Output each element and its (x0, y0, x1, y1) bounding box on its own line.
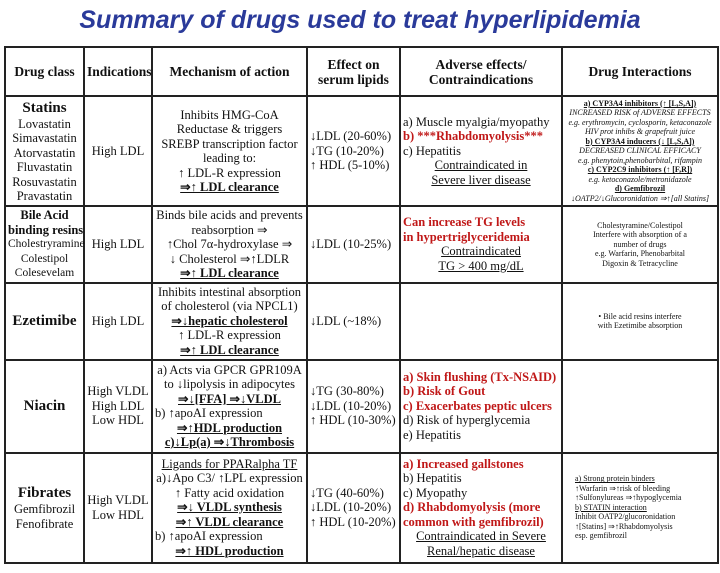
cell-line: Contraindicated in Severe (416, 529, 546, 544)
cell-line: Inhibits intestinal absorption (157, 284, 302, 299)
cell-line: ⇒↑ LDL clearance (180, 180, 279, 194)
cell-line: e) Hepatitis (403, 427, 461, 442)
cell-line: Cholestryramine (8, 238, 85, 250)
cell-adv (400, 360, 562, 453)
cell-line: Gemfibrozil (13, 502, 76, 516)
cell-line: e.g. erythromycin, cyclosporin, ketaconazole (568, 117, 712, 127)
cell-mech (152, 453, 307, 563)
cell-line: ↑ Fatty acid oxidation (174, 485, 285, 500)
cell-line: Renal/hepatic disease (427, 543, 535, 558)
cell-line: ⇒↑ LDL clearance (180, 342, 279, 357)
cell-adv (400, 206, 562, 283)
cell-line: c) Hepatitis (403, 143, 461, 158)
cell-line: ↓TG (10-20%) (310, 143, 384, 158)
cell-cls (5, 283, 84, 360)
cell-mech (152, 283, 307, 360)
cell-line: Can increase TG levels (403, 215, 526, 230)
cell-mech (152, 206, 307, 283)
cell-cls (5, 96, 84, 206)
cell-line: Cholestyramine/Colestipol (597, 220, 683, 230)
cell-line: number of drugs (613, 239, 667, 249)
table-row (5, 360, 718, 453)
cell-line: Colestipol (20, 252, 69, 265)
cell-line: c) Exacerbates peptic ulcers (403, 398, 552, 413)
cell-eff (307, 206, 400, 283)
cell-line: Interfere with absorption of a (593, 230, 687, 239)
cell-line: High LDL (91, 398, 145, 413)
cell-line: High LDL (91, 237, 145, 251)
cell-line: a)↓Apo C3/ ↑LPL expression (156, 471, 303, 486)
cell-line: b) Hepatitis (403, 471, 462, 486)
cell-line: ↓TG (30-80%) (310, 384, 384, 399)
cell-line: Contraindicated (441, 244, 521, 259)
cell-line: of cholesterol (via NPCL1) (161, 299, 298, 314)
cell-line: ↑[Statins] ⇒↑Rhabdomyolysis (575, 521, 673, 531)
cell-cls (5, 360, 84, 453)
cell-line: d) Gemfibrozil (614, 184, 666, 194)
cell-line: Statins (22, 99, 67, 116)
cell-line: a) CYP3A4 inhibitors (↑ [L,S,A]) (583, 98, 697, 108)
cell-line: Fluvastatin (16, 160, 73, 174)
cell-adv (400, 453, 562, 563)
cell-eff (307, 453, 400, 563)
cell-adv (400, 96, 562, 206)
cell-line: Binds bile acids and prevents (156, 208, 303, 222)
cell-line: ↓LDL (~18%) (310, 313, 382, 328)
cell-line: ↓LDL (20-60%) (310, 129, 392, 144)
cell-line: b) ***Rhabdomyolysis*** (403, 129, 543, 144)
table-row (5, 453, 718, 563)
cell-line: a) Acts via GPCR GPR109A (157, 362, 302, 377)
cell-ind (84, 283, 152, 360)
cell-line: Niacin (23, 398, 66, 414)
cell-line: Atorvastatin (13, 145, 76, 160)
cell-line: Contraindicated in (434, 158, 528, 173)
cell-line: ↑ HDL (10-30%) (310, 413, 396, 428)
cell-line: b) ↑apoAI expression (155, 406, 263, 420)
cell-line: Digoxin & Tetracycline (602, 258, 678, 268)
cell-line: a) Muscle myalgia/myopathy (403, 114, 550, 129)
column-header: Effect on serum lipids (307, 47, 400, 96)
cell-line: esp. gemfibrozil (575, 531, 627, 541)
cell-line: b) CYP3A4 inducers (↓ [L,S,A]) (585, 136, 695, 146)
cell-line: reabsorption ⇒ (191, 222, 268, 237)
cell-line: Reductase & triggers (176, 122, 283, 136)
cell-line: ⇒↑ HDL production (175, 543, 284, 558)
cell-cls (5, 453, 84, 563)
cell-line: High LDL (91, 143, 145, 158)
drug-summary-table (4, 46, 719, 564)
cell-line: d) Rhabdomyolysis (more (403, 500, 541, 515)
cell-line: c) Myopathy (403, 485, 468, 500)
cell-line: Inhibits HMG-CoA (180, 107, 279, 122)
cell-int (562, 206, 718, 283)
cell-line: High VLDL (87, 384, 149, 399)
cell-int (562, 283, 718, 360)
cell-line: ↑Chol 7α-hydroxylase ⇒ (166, 237, 293, 251)
cell-mech (152, 96, 307, 206)
cell-line: ↓ Cholesterol ⇒↑LDLR (169, 251, 290, 266)
table-row (5, 96, 718, 206)
cell-adv (400, 283, 562, 360)
cell-ind (84, 360, 152, 453)
cell-line: c)↓Lp(a) ⇒↓Thrombosis (164, 435, 295, 449)
column-header: Indications (84, 47, 152, 96)
cell-line: b) Risk of Gout (403, 384, 486, 399)
cell-line: with Ezetimibe absorption (597, 321, 683, 330)
cell-eff (307, 283, 400, 360)
cell-line: Rosuvastatin (12, 174, 77, 189)
cell-line: a) Increased gallstones (403, 456, 524, 471)
cell-line: b) STATIN interaction (575, 502, 647, 512)
cell-line: ↓LDL (10-25%) (310, 237, 392, 251)
cell-line: ⇒↓[FFA] ⇒↓VLDL (178, 391, 281, 406)
cell-line: Ezetimibe (12, 313, 77, 329)
cell-line: ⇒↑ VLDL clearance (175, 514, 284, 529)
column-header: Mechanism of action (152, 47, 307, 96)
cell-line: e.g. ketoconazole/metronidazole (588, 174, 692, 184)
cell-line: e.g. phenytoin,phenobarbital, rifampin (578, 155, 702, 165)
cell-ind (84, 206, 152, 283)
cell-line: d) Risk of hyperglycemia (403, 413, 531, 428)
cell-line: binding resins (8, 222, 84, 237)
cell-line: High VLDL (87, 493, 149, 507)
cell-line: Ligands for PPARalpha TF (161, 456, 298, 471)
cell-line: ↓TG (40-60%) (310, 485, 384, 500)
cell-line: Low HDL (92, 413, 144, 428)
cell-line: ↑ HDL (10-20%) (310, 514, 396, 529)
cell-line: ↓LDL (10-20%) (310, 500, 392, 515)
cell-line: e.g. Warfarin, Phenobarbital (594, 249, 686, 258)
cell-line: ↓OATP2/↓Glucoronidation ⇒↑[all Statins] (570, 193, 710, 203)
cell-line: common with gemfibrozil) (403, 514, 544, 529)
cell-line: a) Skin flushing (Tx-NSAID) (403, 369, 557, 384)
cell-int (562, 96, 718, 206)
cell-line: ↑ HDL (5-10%) (310, 158, 390, 173)
cell-line: HIV prot inhibs & grapefruit juice (585, 127, 695, 137)
cell-line: SREBP transcription factor (161, 136, 298, 151)
cell-line: ↑Sulfonylureas ⇒↑hypoglycemia (575, 493, 682, 503)
cell-line: Simavastatin (12, 131, 77, 145)
cell-line: Fenofibrate (15, 516, 74, 531)
cell-ind (84, 453, 152, 563)
cell-cls (5, 206, 84, 283)
cell-line: ↑Warfarin ⇒↑risk of bleeding (575, 483, 671, 493)
cell-line: • Bile acid resins interfere (598, 311, 682, 321)
cell-line: High LDL (91, 313, 145, 328)
column-header: Drug class (5, 47, 84, 96)
cell-ind (84, 96, 152, 206)
table-row (5, 206, 718, 283)
cell-line: to ↓lipolysis in adipocytes (164, 377, 295, 391)
cell-line: Colesevelam (14, 267, 75, 279)
cell-line: ⇒↓hepatic cholesterol (171, 313, 288, 328)
page-title: Summary of drugs used to treat hyperlipidemia (79, 6, 641, 34)
cell-line: ↓LDL (10-20%) (310, 398, 392, 413)
cell-line: TG > 400 mg/dL (438, 258, 524, 273)
cell-int (562, 453, 718, 563)
cell-line: ↑ LDL-R expression (178, 328, 281, 343)
column-header: Adverse effects/ Contraindications (400, 47, 562, 96)
cell-line: DECREASED CLINICAL EFFICACY (579, 146, 701, 156)
table-row (5, 283, 718, 360)
cell-line: ⇒↓ VLDL synthesis (177, 500, 282, 515)
cell-line: Pravastatin (16, 189, 73, 203)
cell-line: Fibrates (17, 485, 72, 501)
cell-line: leading to: (202, 151, 257, 165)
cell-mech (152, 360, 307, 453)
cell-line: INCREASED RISK of ADVERSE EFFECTS (569, 108, 711, 118)
cell-line: ↑ LDL-R expression (178, 165, 281, 180)
cell-line: Low HDL (92, 507, 144, 522)
cell-line: Lovastatin (18, 116, 71, 131)
column-header: Drug Interactions (562, 47, 718, 96)
cell-line: b) ↑apoAI expression (155, 529, 263, 544)
cell-line: ⇒↑ LDL clearance (180, 266, 279, 280)
cell-int (562, 360, 718, 453)
cell-line: ⇒↑HDL production (176, 420, 283, 435)
cell-line: in hypertriglyceridemia (403, 229, 530, 244)
cell-line: c) CYP2C9 inhibitors (↑ [F,R]) (587, 165, 693, 175)
cell-line: a) Strong protein binders (575, 474, 655, 484)
cell-line: Bile Acid (20, 208, 69, 222)
cell-line: Inhibit OATP2/glucoronidation (575, 512, 676, 522)
cell-eff (307, 360, 400, 453)
cell-line: Severe liver disease (431, 172, 531, 187)
cell-eff (307, 96, 400, 206)
